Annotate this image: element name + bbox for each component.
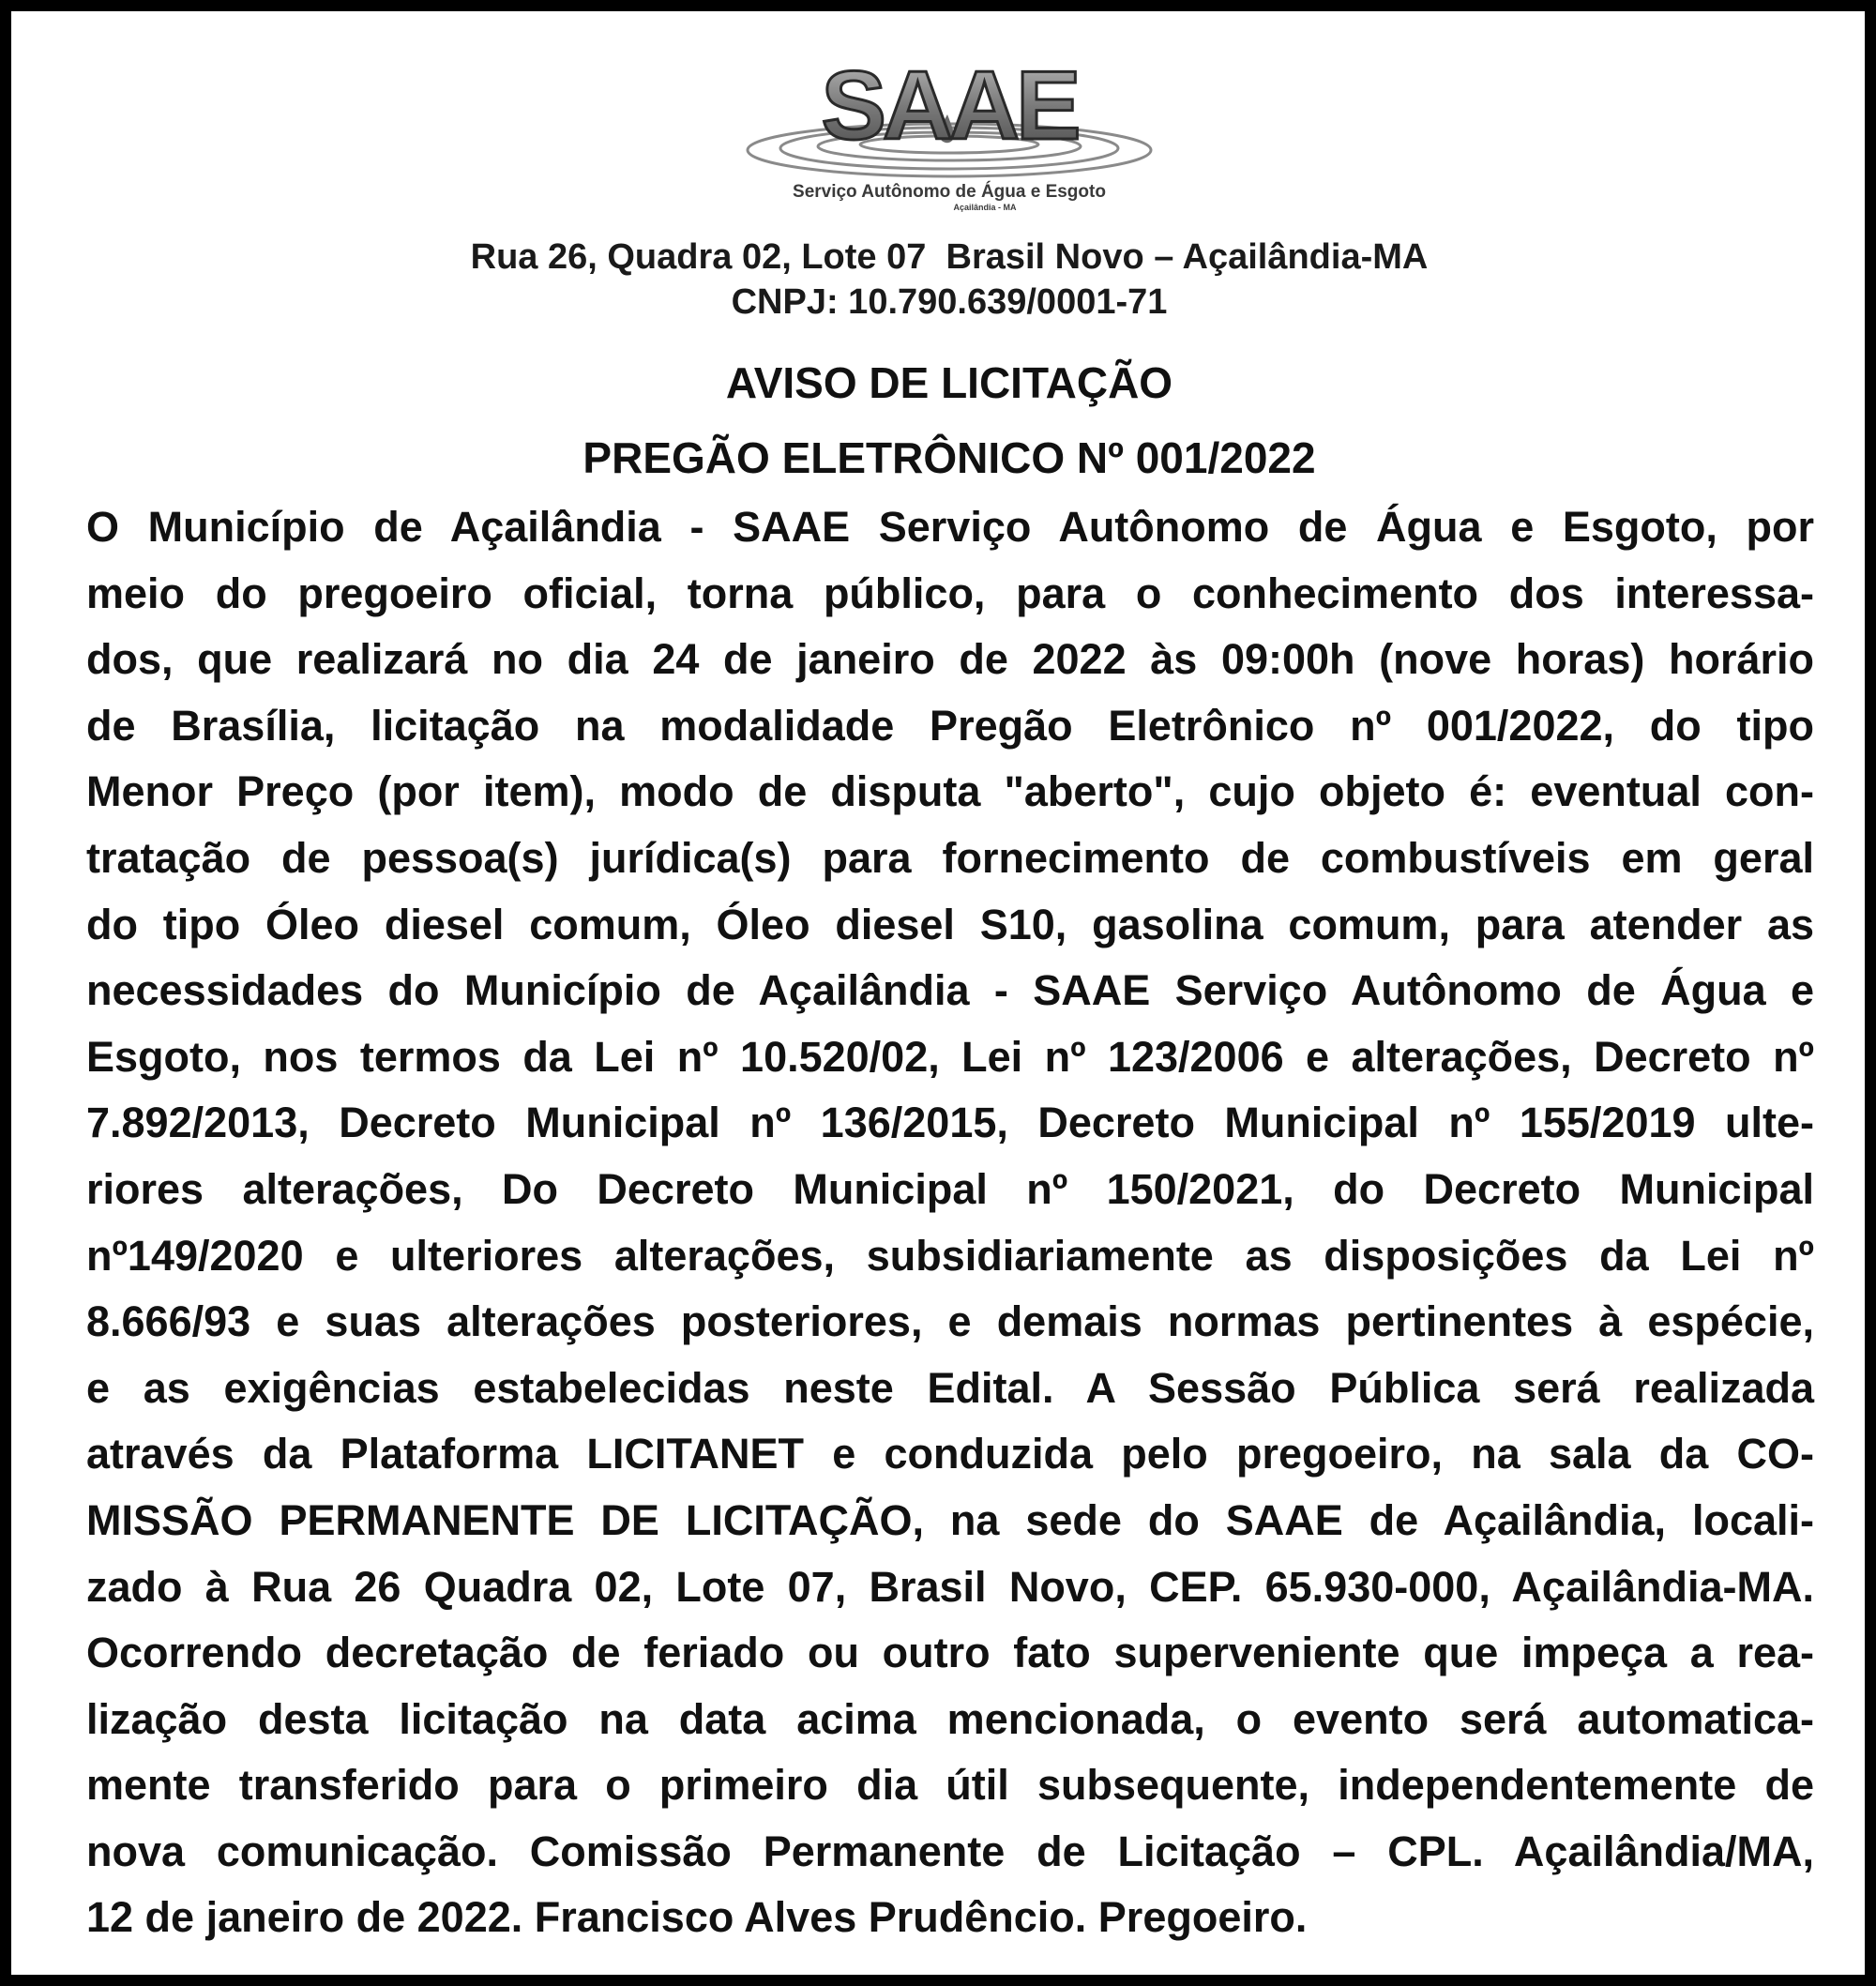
body-line: de Brasília, licitação na modalidade Pregão Eletrônico nº 001/2022, do tipo <box>86 701 1814 750</box>
header-address: Rua 26, Quadra 02, Lote 07 Brasil Novo – Açailândia-MA <box>470 237 1429 277</box>
body-line: meio do pregoeiro oficial, torna público, para o conhecimento dos interessa- <box>86 569 1814 617</box>
body-line: 12 de janeiro de 2022. Francisco Alves Prudêncio. Pregoeiro. <box>86 1893 1308 1942</box>
logo-wordmark: SAAE <box>821 52 1078 160</box>
body-line: Ocorrendo decretação de feriado ou outro fato superveniente que impeça a rea- <box>86 1629 1814 1677</box>
body-line: nº149/2020 e ulteriores alterações, subsidiariamente as disposições da Lei nº <box>86 1231 1814 1280</box>
notice-title: AVISO DE LICITAÇÃO <box>725 358 1173 407</box>
notice-body <box>86 494 1814 1951</box>
body-line: zado à Rua 26 Quadra 02, Lote 07, Brasil Novo, CEP. 65.930-000, Açailândia-MA. <box>86 1562 1814 1611</box>
body-line: MISSÃO PERMANENTE DE LICITAÇÃO, na sede do SAAE de Açailândia, locali- <box>86 1495 1814 1544</box>
body-line: do tipo Óleo diesel comum, Óleo diesel S10, gasolina comum, para atender as <box>86 900 1814 948</box>
body-line: 7.892/2013, Decreto Municipal nº 136/2015, Decreto Municipal nº 155/2019 ulte- <box>86 1099 1814 1147</box>
body-line: e as exigências estabelecidas neste Edital. A Sessão Pública será realizada <box>86 1363 1814 1412</box>
notice-subtitle: PREGÃO ELETRÔNICO Nº 001/2022 <box>582 433 1316 482</box>
body-line: nova comunicação. Comissão Permanente de Licitação – CPL. Açailândia/MA, <box>86 1827 1814 1875</box>
header-address-block <box>11 235 1876 325</box>
body-line: através da Plataforma LICITANET e conduzida pelo pregoeiro, na sala da CO- <box>86 1430 1814 1478</box>
body-line: 8.666/93 e suas alterações posteriores, e demais normas pertinentes à espécie, <box>86 1297 1814 1346</box>
body-line: lização desta licitação na data acima mencionada, o evento será automatica- <box>86 1694 1814 1743</box>
saae-logo <box>743 49 1156 218</box>
body-line: O Município de Açailândia - SAAE Serviço Autônomo de Água e Esgoto, por <box>86 503 1814 551</box>
body-line: riores alterações, Do Decreto Municipal nº 150/2021, do Decreto Municipal <box>86 1164 1814 1213</box>
logo-name: Serviço Autônomo de Água e Esgoto <box>793 182 1106 202</box>
header-cnpj: CNPJ: 10.790.639/0001-71 <box>731 282 1168 322</box>
body-line: mente transferido para o primeiro dia útil subsequente, independentemente de <box>86 1761 1814 1810</box>
body-line: tratação de pessoa(s) jurídica(s) para fornecimento de combustíveis em geral <box>86 833 1814 882</box>
logo-location: Açailândia - MA <box>953 203 1017 212</box>
body-line: dos, que realizará no dia 24 de janeiro de 2022 às 09:00h (nove horas) horário <box>86 635 1814 684</box>
body-line: Menor Preço (por item), modo de disputa "aberto", cujo objeto é: eventual con- <box>86 767 1814 816</box>
body-line: Esgoto, nos termos da Lei nº 10.520/02, Lei nº 123/2006 e alterações, Decreto nº <box>86 1032 1814 1081</box>
body-line: necessidades do Município de Açailândia - SAAE Serviço Autônomo de Água e <box>86 966 1814 1015</box>
